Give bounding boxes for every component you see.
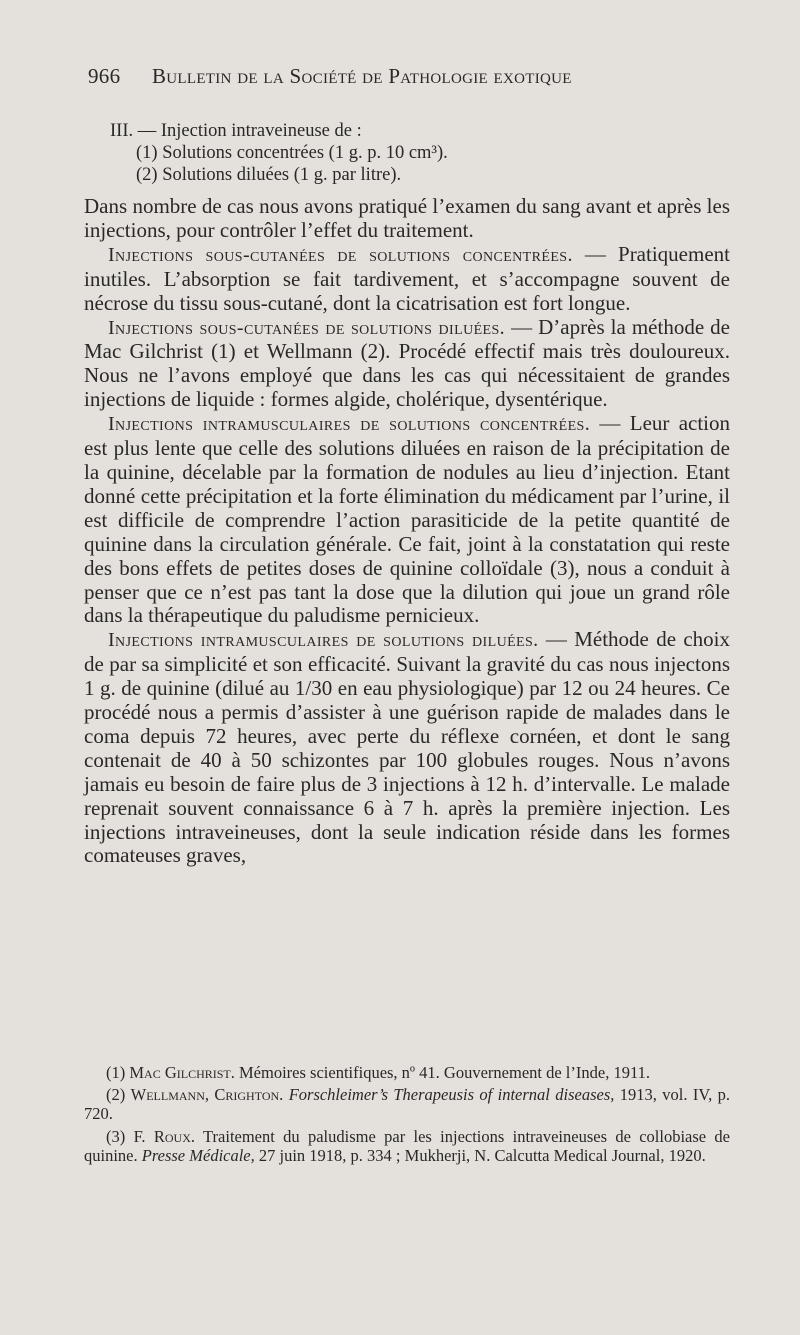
footnote-number: (2) <box>106 1085 126 1105</box>
running-title: Bulletin de la Société de Pathologie exotique <box>151 64 572 88</box>
section-item: (1) Solutions concentrées (1 g. p. 10 cm³). <box>136 143 448 163</box>
footnote-number: (1) <box>106 1063 126 1082</box>
footnote-tail: 27 juin 1918, p. 334 ; Mukherji, N. Calcutta Medical Journal, 1920. <box>254 1145 706 1165</box>
paragraph-text: Dans nombre de cas nous avons pratiqué l’examen du sang avant et après les injections, pour contrôler l’effet du traitement. <box>84 194 730 242</box>
paragraph-lead: Injections intramusculaires de solutions diluées. <box>108 629 539 652</box>
footnote <box>84 1127 730 1165</box>
paragraph-lead: Injections sous-cutanées de solutions diluées. <box>108 316 506 339</box>
section-heading-block <box>110 120 670 186</box>
paragraph <box>84 243 730 316</box>
footnote-author: Wellmann, Crighton. <box>130 1085 284 1105</box>
footnotes <box>84 1063 730 1168</box>
section-title: III. — Injection intraveineuse de : <box>110 121 362 141</box>
paragraph-lead: Injections intramusculaires de solutions concentrées. <box>108 413 591 436</box>
footnote-tail: 1913, vol. IV, p. 720. <box>84 1085 731 1124</box>
paragraph <box>84 195 730 243</box>
paragraph-text: — Méthode de choix de par sa simplicité et son efficacité. Suivant la gravité du cas nous injectons 1 g. de quinine (dilué au 1/30 en eau physiologique) par 12 ou 24 heures. Ce procédé nous a permis d’assister à une guérison rapide de malades dans le coma depuis 72 heures, avec perte du réflexe cornéen, et dont le sang contenait de 40 à 50 schizontes par 100 globules rouges. Nous n’avons jamais eu besoin de faire plus de 3 injections à 12 h. d’intervalle. Le malade reprenait souvent connaissance 6 à 7 h. après la première injection. Les injections intraveineuses, dont la seule indication réside dans les formes comateuses graves, <box>84 627 731 868</box>
body-text <box>84 195 730 868</box>
paragraph <box>84 628 730 868</box>
paragraph-text: — D’après la méthode de Mac Gilchrist (1) et Wellmann (2). Procédé effectif mais très douloureux. Nous ne l’avons employé que dans les cas qui nécessitaient de grandes injections de liquide : formes algide, cholérique, dysentérique. <box>84 314 730 412</box>
paragraph <box>84 316 730 413</box>
footnote-work-title: Forschleimer’s Therapeusis of internal diseases, <box>288 1085 615 1105</box>
paragraph-text: — Leur action est plus lente que celle des solutions diluées en raison de la précipitation de la quinine, décelable par la formation de nodules au lieu d’injection. Etant donné cette précipitation et la forte élimination du médicament par l’urine, il est difficile de comprendre l’action parasiticide de la petite quantité de quinine dans la circulation générale. Ce fait, joint à la constatation qui reste des bons effets de petites doses de quinine colloïdale (3), nous a conduit à penser que ce n’est pas tant la dose que la dilution qui joue un grand rôle dans la thérapeutique du paludisme pernicieux. <box>84 411 731 628</box>
paragraph-lead: Injections sous-cutanées de solutions concentrées. <box>108 243 573 266</box>
footnote-work-title: Presse Médicale, <box>141 1145 255 1165</box>
section-item: (2) Solutions diluées (1 g. par litre). <box>136 165 402 185</box>
footnote-author: F. Roux. <box>133 1126 196 1146</box>
footnote-text: Traitement du paludisme par les injections intraveineuses de collobiase de quinine. <box>84 1126 731 1165</box>
paragraph-text: — Pratiquement inutiles. L’absorption se fait tardivement, et s’accompagne souvent de nécrose du tissu sous-cutané, dont la cicatrisation est fort longue. <box>84 241 730 315</box>
footnote <box>84 1063 730 1082</box>
paragraph <box>84 412 730 628</box>
running-header <box>88 64 648 89</box>
footnote <box>84 1085 730 1123</box>
page-number: 966 <box>88 64 121 88</box>
footnote-text: Mémoires scientifiques, nº 41. Gouvernement de l’Inde, 1911. <box>234 1063 650 1082</box>
footnote-author: Mac Gilchrist. <box>129 1063 235 1082</box>
footnote-number: (3) <box>106 1126 126 1146</box>
